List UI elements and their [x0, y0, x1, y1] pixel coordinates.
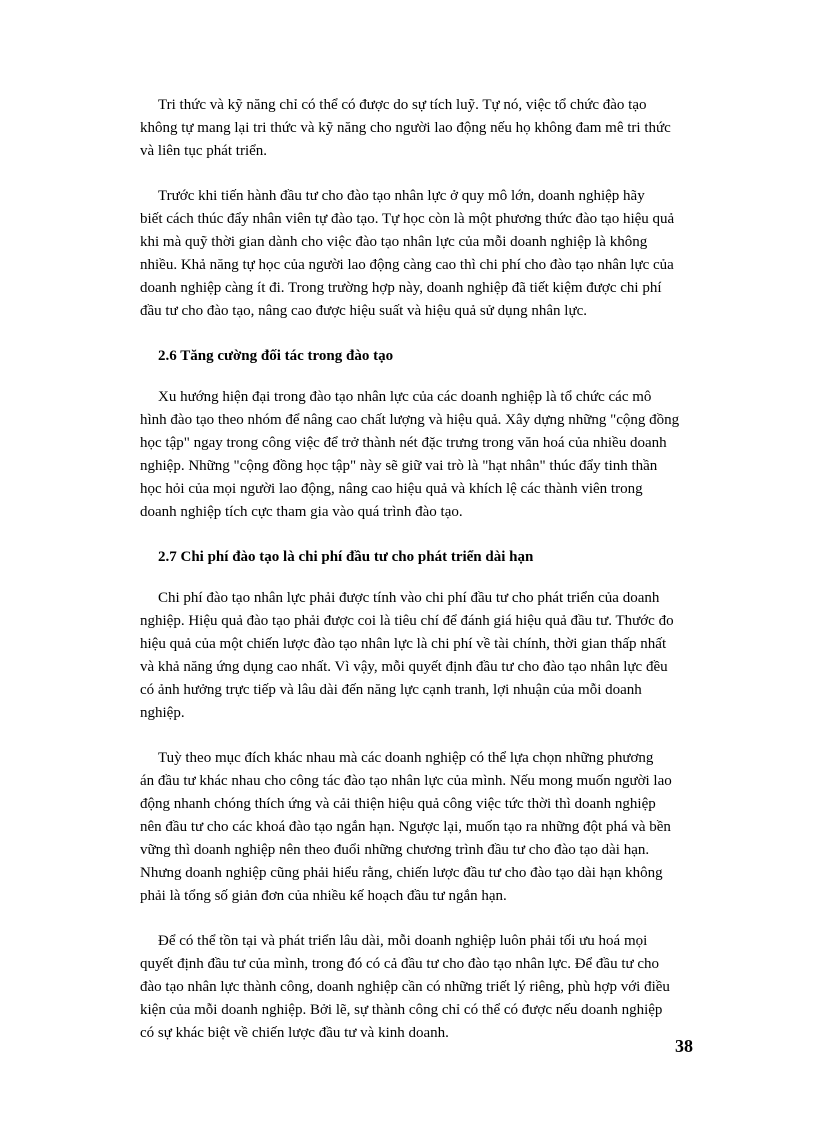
text-line: Xu hướng hiện đại trong đào tạo nhân lực của các doanh nghiệp là tổ chức các mô: [158, 389, 652, 405]
text-line: Chi phí đào tạo nhân lực phải được tính vào chi phí đầu tư cho phát triển của doanh: [158, 590, 660, 606]
text-line: và liên tục phát triển.: [140, 143, 268, 159]
text-line: doanh nghiệp càng ít đi. Trong trường hợp này, doanh nghiệp đã tiết kiệm được chi phí: [140, 280, 662, 296]
text-line: khi mà quỹ thời gian dành cho việc đào tạo nhân lực của mỗi doanh nghiệp là không: [140, 234, 648, 250]
paragraph-2: [140, 185, 688, 323]
text-line: Trước khi tiến hành đầu tư cho đào tạo nhân lực ở quy mô lớn, doanh nghiệp hãy: [158, 188, 645, 204]
text-line: vững thì doanh nghiệp nên theo đuổi những chương trình đầu tư cho đào tạo dài hạn.: [140, 842, 650, 858]
section-heading-2-7: 2.7 Chi phí đào tạo là chi phí đầu tư cho phát triển dài hạn: [158, 549, 534, 565]
text-line: nghiệp.: [140, 705, 185, 721]
text-line: Tuỳ theo mục đích khác nhau mà các doanh nghiệp có thể lựa chọn những phương: [158, 750, 654, 766]
text-line: có ảnh hưởng trực tiếp và lâu dài đến năng lực cạnh tranh, lợi nhuận của mỗi doanh: [140, 682, 642, 698]
text-line: doanh nghiệp tích cực tham gia vào quá trình đào tạo.: [140, 504, 463, 520]
paragraph-1: [140, 94, 688, 163]
section-heading-2-6: 2.6 Tăng cường đối tác trong đào tạo: [158, 348, 394, 364]
text-line: không tự mang lại tri thức và kỹ năng cho người lao động nếu họ không đam mê tri thức: [140, 120, 671, 136]
text-line: Tri thức và kỹ năng chỉ có thể có được do sự tích luỹ. Tự nó, việc tổ chức đào tạo: [158, 97, 647, 113]
paragraph-5: [140, 747, 688, 908]
text-line: quyết định đầu tư của mình, trong đó có cả đầu tư cho đào tạo nhân lực. Để đầu tư cho: [140, 956, 660, 972]
text-line: Để có thể tồn tại và phát triển lâu dài, mỗi doanh nghiệp luôn phải tối ưu hoá mọi: [158, 933, 648, 949]
page-body: [140, 94, 688, 1045]
text-line: học tập" ngay trong công việc để trở thành nét đặc trưng trong văn hoá của nhiều doanh: [140, 435, 667, 451]
page-number: 38: [675, 1036, 693, 1056]
text-line: đào tạo nhân lực thành công, doanh nghiệp cần có những triết lý riêng, phù hợp với điều: [140, 979, 670, 995]
text-line: và khả năng ứng dụng cao nhất. Vì vậy, mỗi quyết định đầu tư cho đào tạo nhân lực đều: [140, 659, 668, 675]
text-line: nghiệp. Những "cộng đồng học tập" này sẽ giữ vai trò là "hạt nhân" thúc đẩy tinh thần: [140, 458, 658, 474]
text-line: hình đào tạo theo nhóm để nâng cao chất lượng và hiệu quả. Xây dựng những "cộng đồng: [140, 412, 680, 428]
text-line: nhiều. Khả năng tự học của người lao động càng cao thì chi phí cho đào tạo nhân lực của: [140, 257, 674, 273]
text-line: động nhanh chóng thích ứng và cải thiện hiệu quả công việc tức thời thì doanh nghiệp: [140, 796, 656, 812]
text-line: có sự khác biệt về chiến lược đầu tư và kinh doanh.: [140, 1025, 449, 1041]
paragraph-3: [140, 386, 688, 524]
paragraph-6: [140, 930, 688, 1045]
paragraph-4: [140, 587, 688, 725]
text-line: hiệu quả của một chiến lược đào tạo nhân lực là chi phí về tài chính, thời gian thấp nhất: [140, 636, 667, 652]
text-line: án đầu tư khác nhau cho công tác đào tạo nhân lực của mình. Nếu mong muốn người lao: [140, 773, 672, 789]
text-line: đầu tư cho đào tạo, nâng cao được hiệu suất và hiệu quả sử dụng nhân lực.: [140, 303, 587, 319]
text-line: nghiệp. Hiệu quả đào tạo phải được coi là tiêu chí để đánh giá hiệu quả đầu tư. Thước đo: [140, 613, 674, 629]
text-line: biết cách thúc đẩy nhân viên tự đào tạo. Tự học còn là một phương thức đào tạo hiệu quả: [140, 211, 675, 227]
text-line: kiện của mỗi doanh nghiệp. Bởi lẽ, sự thành công chỉ có thể có được nếu doanh nghiệp: [140, 1002, 663, 1018]
text-line: học hỏi của mọi người lao động, nâng cao hiệu quả và khích lệ các thành viên trong: [140, 481, 643, 497]
text-line: nên đầu tư cho các khoá đào tạo ngắn hạn. Ngược lại, muốn tạo ra những đột phá và bền: [140, 819, 671, 835]
text-line: Nhưng doanh nghiệp cũng phải hiểu rằng, chiến lược đầu tư cho đào tạo dài hạn không: [140, 865, 663, 881]
text-line: phải là tổng số giản đơn của nhiều kế hoạch đầu tư ngắn hạn.: [140, 888, 507, 904]
